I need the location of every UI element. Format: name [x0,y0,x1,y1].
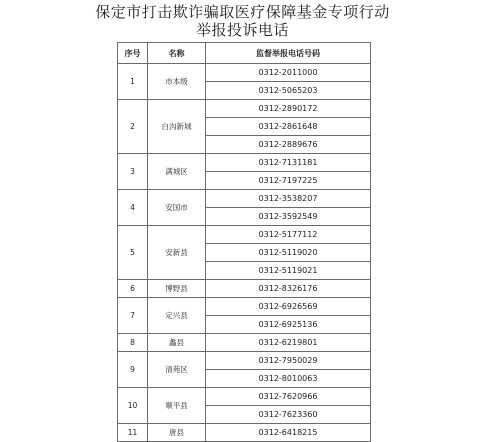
header-number: 序号 [118,43,148,64]
phone-number: 0312-8010063 [206,370,371,388]
row-number: 7 [118,298,148,334]
district-name: 白沟新城 [148,100,206,154]
table-row [118,424,371,442]
row-number: 4 [118,190,148,226]
phone-number: 0312-5065203 [206,82,371,100]
district-name: 安新县 [148,226,206,280]
phone-number: 0312-7950029 [206,352,371,370]
row-number: 8 [118,334,148,352]
table-row [118,334,371,352]
phone-number: 0312-2011000 [206,64,371,82]
row-number: 2 [118,100,148,154]
district-name: 蠡县 [148,334,206,352]
phone-number: 0312-3538207 [206,190,371,208]
table-row [118,100,371,118]
hotline-table [117,42,371,442]
row-number: 9 [118,352,148,388]
phone-number: 0312-7623360 [206,406,371,424]
district-name: 满城区 [148,154,206,190]
table-row [118,226,371,244]
header-name: 名称 [148,43,206,64]
document-title: 保定市打击欺诈骗取医疗保障基金专项行动 [95,3,390,21]
phone-number: 0312-3592549 [206,208,371,226]
table-row [118,388,371,406]
district-name: 安国市 [148,190,206,226]
district-name: 定兴县 [148,298,206,334]
district-name: 市本级 [148,64,206,100]
table-row [118,64,371,82]
phone-number: 0312-8326176 [206,280,371,298]
header-phone: 监督举报电话号码 [206,43,371,64]
row-number: 1 [118,64,148,100]
phone-number: 0312-6926569 [206,298,371,316]
table-row [118,154,371,172]
row-number: 5 [118,226,148,280]
table-row [118,298,371,316]
table-row [118,352,371,370]
district-name: 唐县 [148,424,206,442]
phone-number: 0312-6418215 [206,424,371,442]
row-number: 10 [118,388,148,424]
phone-number: 0312-2861648 [206,118,371,136]
district-name: 清苑区 [148,352,206,388]
phone-number: 0312-2889676 [206,136,371,154]
row-number: 11 [118,424,148,442]
phone-number: 0312-7197225 [206,172,371,190]
row-number: 3 [118,154,148,190]
phone-number: 0312-5177112 [206,226,371,244]
phone-number: 0312-2890172 [206,100,371,118]
phone-number: 0312-5119021 [206,262,371,280]
phone-number: 0312-7620966 [206,388,371,406]
document-subtitle: 举报投诉电话 [195,21,289,39]
row-number: 6 [118,280,148,298]
district-name: 顺平县 [148,388,206,424]
phone-number: 0312-5119020 [206,244,371,262]
phone-number: 0312-6219801 [206,334,371,352]
phone-number: 0312-7131181 [206,154,371,172]
district-name: 博野县 [148,280,206,298]
table-header-row [118,43,371,64]
table-row [118,280,371,298]
phone-number: 0312-6925136 [206,316,371,334]
table-row [118,190,371,208]
